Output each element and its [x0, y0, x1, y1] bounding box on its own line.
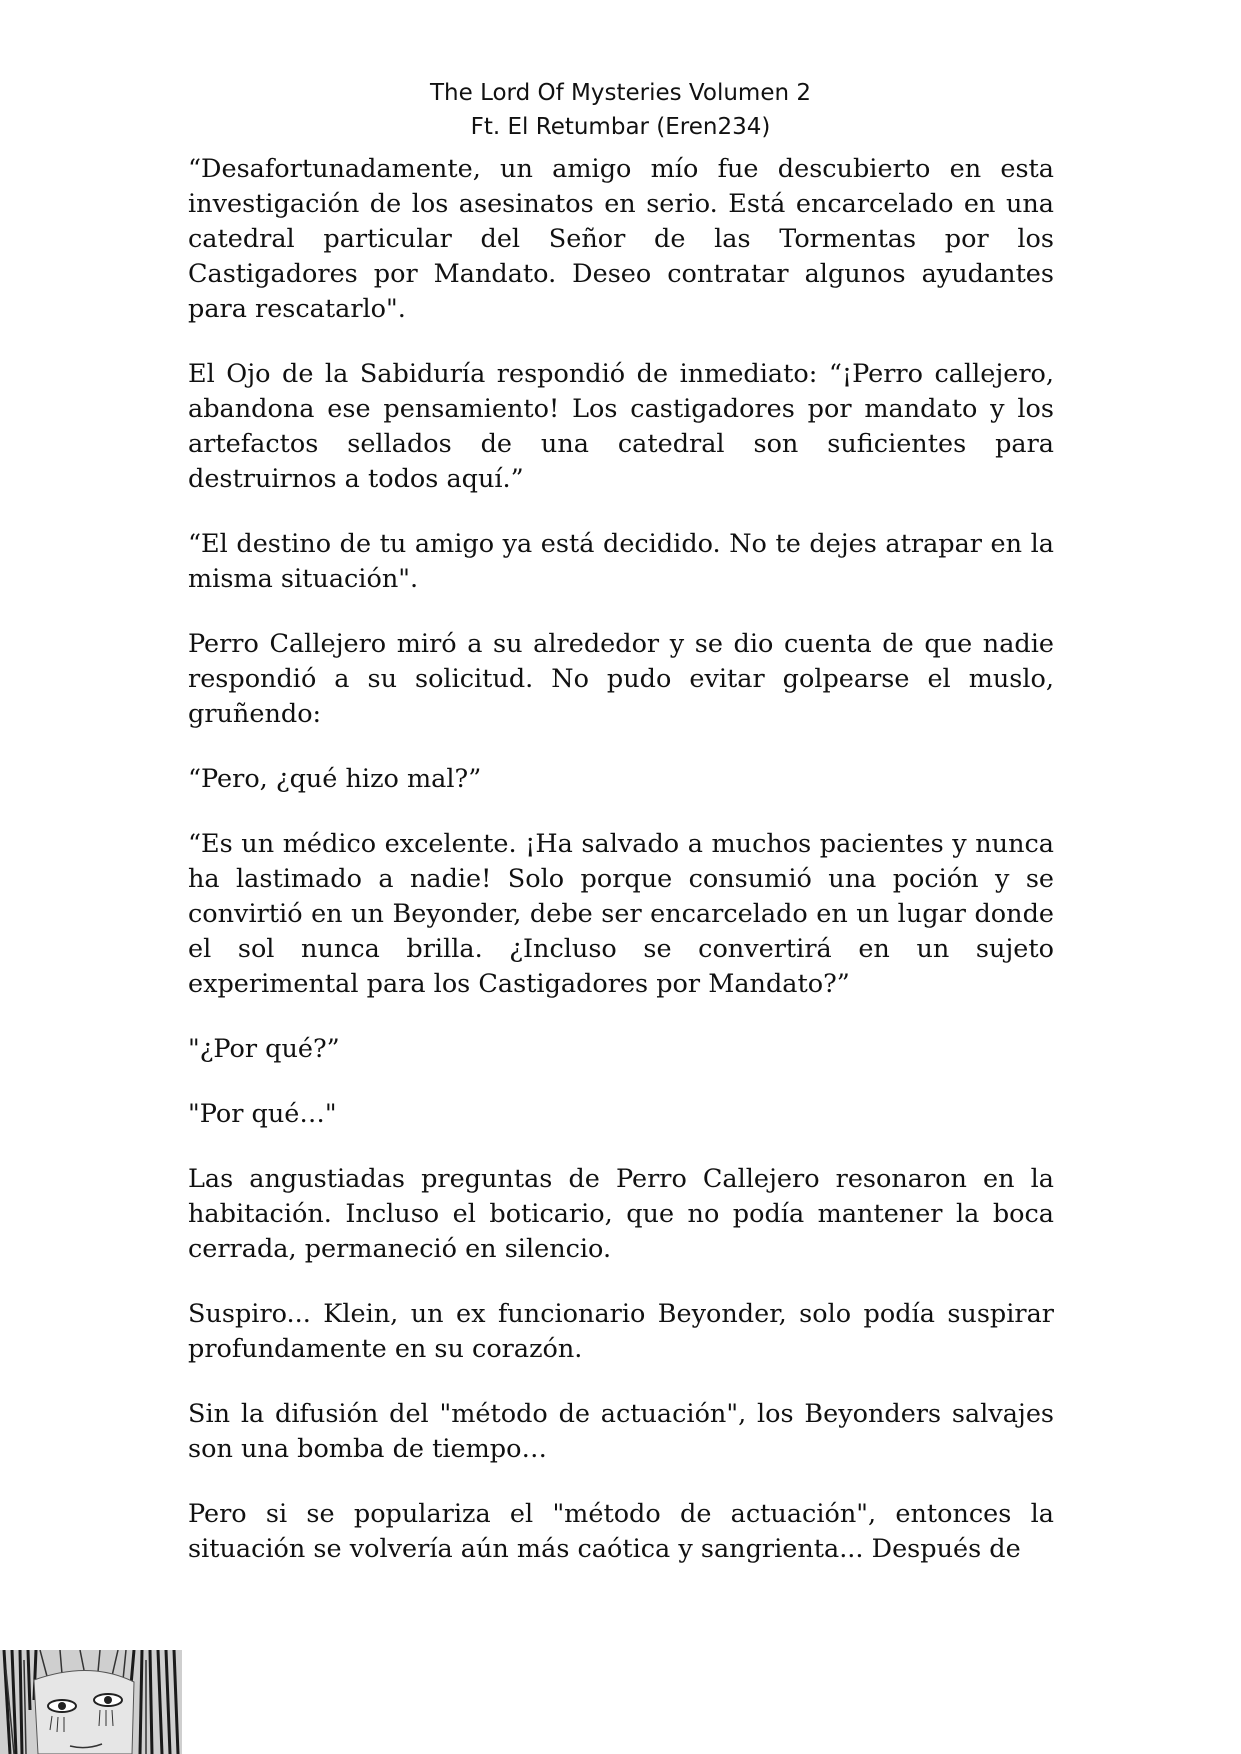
manga-character-illustration: [0, 1650, 182, 1754]
paragraph: Sin la difusión del "método de actuación", los Beyonders salvajes son una bomba de tiempo…: [188, 1399, 1054, 1464]
header-subtitle: Ft. El Retumbar (Eren234): [470, 114, 771, 140]
paragraph: “Es un médico excelente. ¡Ha salvado a muchos pacientes y nunca ha lastimado a nadie! Solo porque consumió una poción y se convirtió en un Beyonder, debe ser encarcelado en un lugar donde el sol nunca brilla. ¿Incluso se convertirá en un sujeto experimental para los Castigadores por Mandato?”: [188, 829, 1054, 999]
paragraph: "¿Por qué?”: [188, 1034, 340, 1064]
paragraph: Pero si se populariza el "método de actuación", entonces la situación se volvería aún más caótica y sangrienta... Después de: [188, 1499, 1054, 1564]
paragraph: “Pero, ¿qué hizo mal?”: [188, 764, 482, 794]
paragraph: El Ojo de la Sabiduría respondió de inmediato: “¡Perro callejero, abandona ese pensamiento! Los castigadores por mandato y los artefactos sellados de una catedral son suficientes para destruirnos a todos aquí.”: [188, 359, 1054, 494]
paragraph: “El destino de tu amigo ya está decidido. No te dejes atrapar en la misma situación".: [188, 529, 1054, 594]
paragraph: Perro Callejero miró a su alrededor y se dio cuenta de que nadie respondió a su solicitud. No pudo evitar golpearse el muslo, gruñendo:: [188, 629, 1054, 729]
paragraph: Suspiro... Klein, un ex funcionario Beyonder, solo podía suspirar profundamente en su corazón.: [188, 1299, 1054, 1364]
body-text: [188, 152, 1054, 1597]
paragraph: "Por qué…": [188, 1099, 337, 1129]
paragraph: “Desafortunadamente, un amigo mío fue descubierto en esta investigación de los asesinatos en serio. Está encarcelado en una catedral particular del Señor de las Tormentas por los Castigadores por Mandato. Deseo contratar algunos ayudantes para rescatarlo".: [188, 154, 1054, 324]
header-title: The Lord Of Mysteries Volumen 2: [429, 80, 811, 106]
paragraph: Las angustiadas preguntas de Perro Callejero resonaron en la habitación. Incluso el boticario, que no podía mantener la boca cerrada, permaneció en silencio.: [188, 1164, 1054, 1264]
page-header: [0, 76, 1241, 144]
